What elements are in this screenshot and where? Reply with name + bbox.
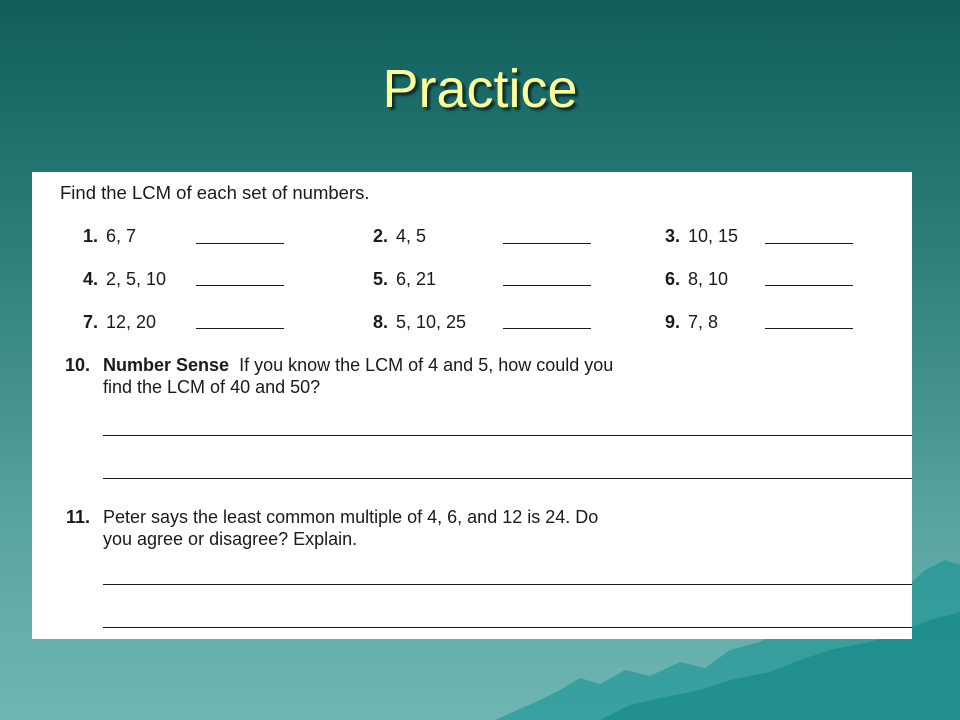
question-line-1: If you know the LCM of 4 and 5, how could you — [239, 355, 614, 375]
question-label: Number Sense — [103, 355, 230, 375]
problem-number: 8. — [372, 312, 388, 332]
answer-line — [103, 435, 912, 436]
problem-numbers: 4, 5 — [396, 226, 427, 246]
problem-3 — [650, 226, 738, 247]
answer-blank — [503, 285, 591, 286]
answer-blank — [196, 285, 284, 286]
problem-7 — [68, 312, 156, 333]
answer-blank — [196, 243, 284, 244]
problem-numbers: 5, 10, 25 — [396, 312, 467, 332]
answer-line — [103, 627, 912, 628]
problem-9 — [650, 312, 718, 333]
worksheet — [32, 172, 912, 639]
problem-number: 5. — [372, 269, 388, 289]
problem-number: 7. — [82, 312, 98, 332]
answer-blank — [503, 328, 591, 329]
problem-numbers: 12, 20 — [106, 312, 157, 332]
question-line-1: Peter says the least common multiple of 4, 6, and 12 is 24. Do — [103, 507, 599, 527]
question-text — [103, 354, 803, 398]
question-text — [103, 506, 803, 550]
problem-number: 1. — [82, 226, 98, 246]
problem-numbers: 6, 21 — [396, 269, 437, 289]
problem-4 — [68, 269, 166, 290]
problem-number: 9. — [664, 312, 680, 332]
problem-2 — [358, 226, 426, 247]
problem-6 — [650, 269, 728, 290]
slide-title: Practice — [382, 59, 578, 119]
problem-number: 4. — [82, 269, 98, 289]
problem-number: 6. — [664, 269, 680, 289]
answer-blank — [765, 328, 853, 329]
problem-8 — [358, 312, 466, 333]
problem-1 — [68, 226, 136, 247]
answer-line — [103, 584, 912, 585]
problem-number: 2. — [372, 226, 388, 246]
problem-number: 3. — [664, 226, 680, 246]
problem-numbers: 2, 5, 10 — [106, 269, 167, 289]
answer-blank — [503, 243, 591, 244]
instructions: Find the LCM of each set of numbers. — [60, 182, 370, 203]
answer-blank — [765, 243, 853, 244]
problem-numbers: 10, 15 — [688, 226, 739, 246]
problem-numbers: 7, 8 — [688, 312, 719, 332]
problem-5 — [358, 269, 436, 290]
problem-numbers: 6, 7 — [106, 226, 137, 246]
question-line-2: find the LCM of 40 and 50? — [103, 377, 321, 397]
answer-blank — [196, 328, 284, 329]
problem-numbers: 8, 10 — [688, 269, 729, 289]
question-number: 10. — [64, 355, 90, 375]
question-number: 11. — [65, 507, 90, 527]
answer-blank — [765, 285, 853, 286]
answer-line — [103, 478, 912, 479]
question-line-2: you agree or disagree? Explain. — [103, 529, 358, 549]
